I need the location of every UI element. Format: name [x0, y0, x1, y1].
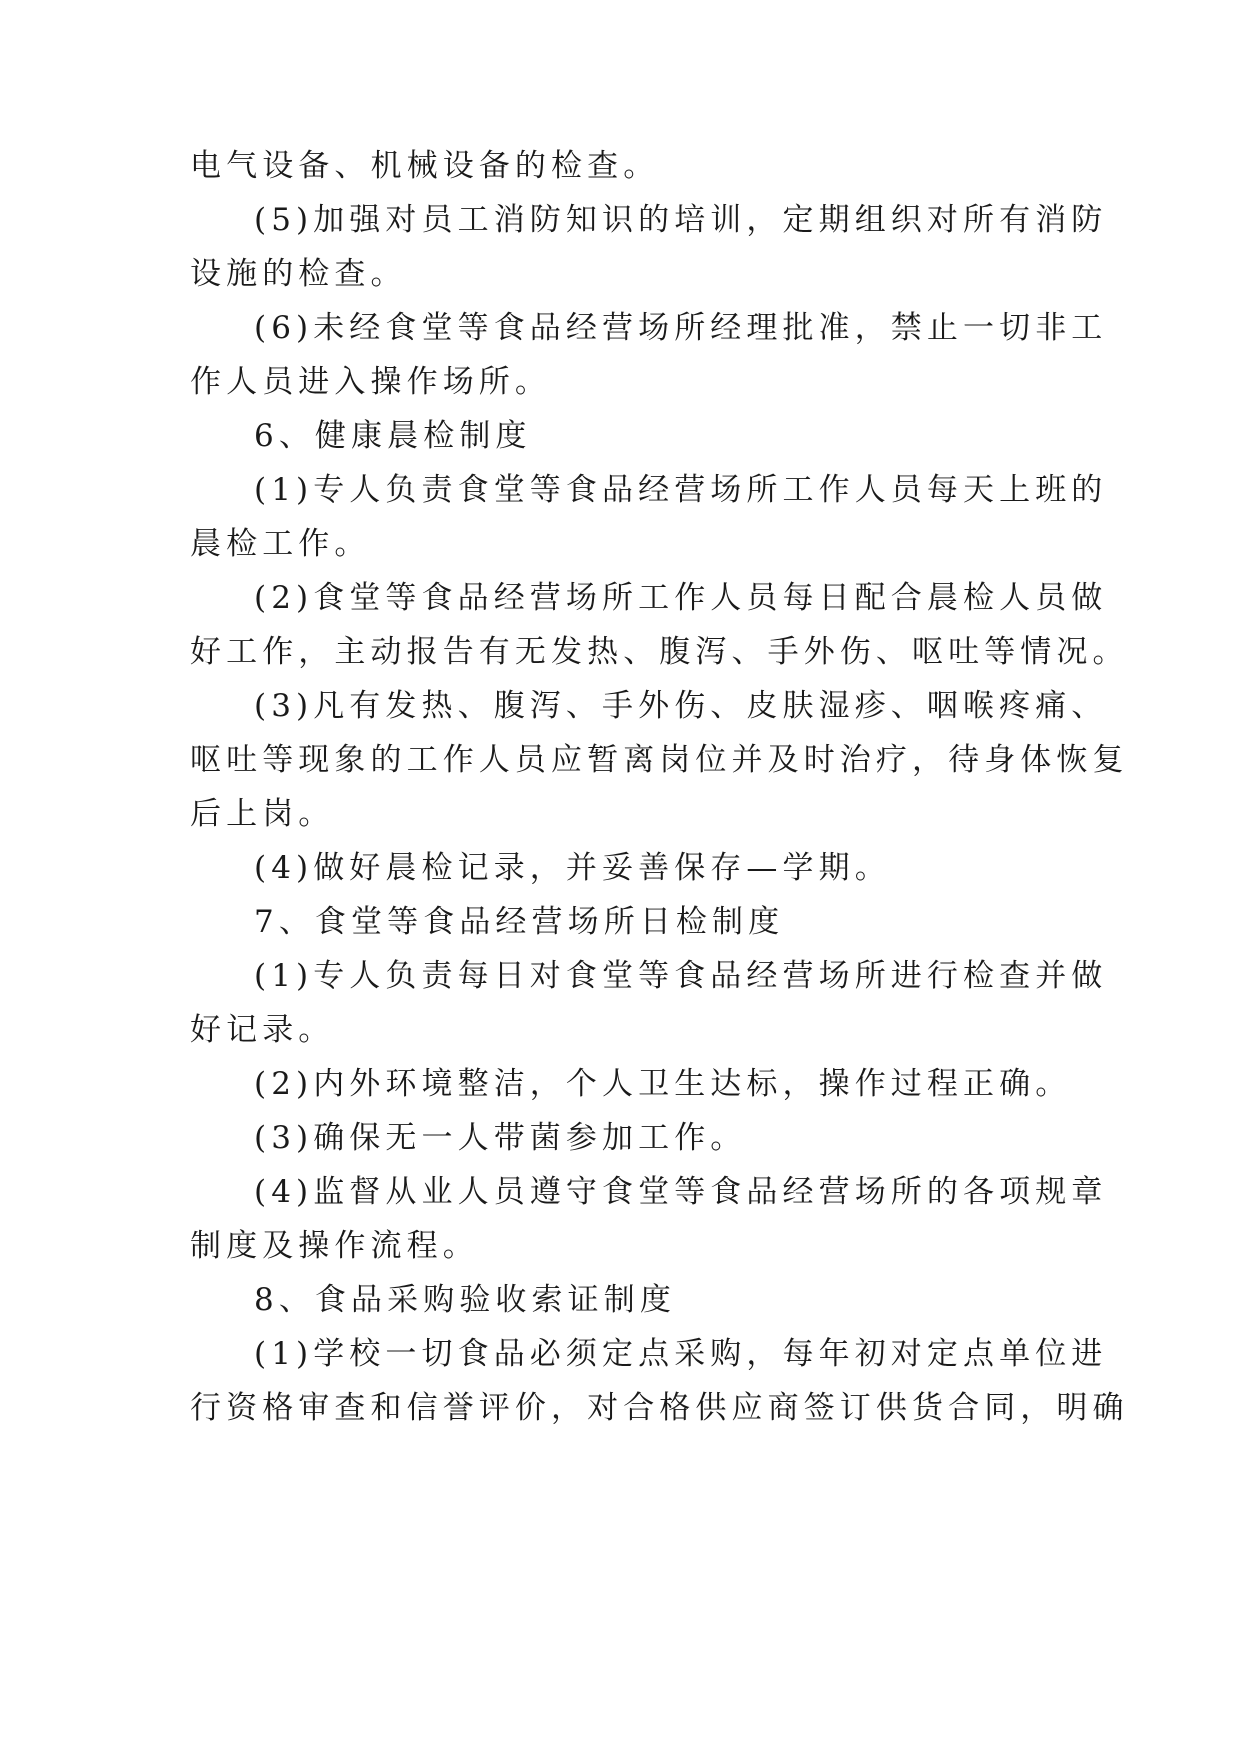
text-line: 后上岗。 — [190, 796, 335, 832]
text-line: 行资格审查和信誉评价，对合格供应商签订供货合同，明确 — [190, 1390, 1129, 1426]
text-line: 作人员进入操作场所。 — [190, 364, 551, 400]
text-line: 好记录。 — [190, 1012, 335, 1048]
text-line: (1)学校一切食品必须定点采购，每年初对定点单位进 — [254, 1336, 1108, 1372]
text-line: (4)做好晨检记录，并妥善保存—学期。 — [254, 850, 891, 886]
text-line: (3)确保无一人带菌参加工作。 — [254, 1120, 747, 1156]
section-heading: 8、食品采购验收索证制度 — [254, 1282, 676, 1318]
text-line: (1)专人负责食堂等食品经营场所工作人员每天上班的 — [254, 472, 1108, 508]
text-line: 好工作，主动报告有无发热、腹泻、手外伤、呕吐等情况。 — [190, 634, 1129, 670]
text-line: 电气设备、机械设备的检查。 — [190, 148, 660, 184]
text-line: (6)未经食堂等食品经营场所经理批准，禁止一切非工 — [254, 310, 1108, 346]
text-line: (5)加强对员工消防知识的培训，定期组织对所有消防 — [254, 202, 1108, 238]
section-heading: 6、健康晨检制度 — [254, 418, 532, 454]
text-line: 晨检工作。 — [190, 526, 371, 562]
text-line: (2)食堂等食品经营场所工作人员每日配合晨检人员做 — [254, 580, 1108, 616]
text-line: (4)监督从业人员遵守食堂等食品经营场所的各项规章 — [254, 1174, 1108, 1210]
text-line: 制度及操作流程。 — [190, 1228, 479, 1264]
text-line: (3)凡有发热、腹泻、手外伤、皮肤湿疹、咽喉疼痛、 — [254, 688, 1108, 724]
text-line: 设施的检查。 — [190, 256, 407, 292]
text-line: 呕吐等现象的工作人员应暂离岗位并及时治疗，待身体恢复 — [190, 742, 1129, 778]
section-heading: 7、食堂等食品经营场所日检制度 — [254, 904, 785, 940]
text-line: (2)内外环境整洁，个人卫生达标，操作过程正确。 — [254, 1066, 1072, 1102]
text-line: (1)专人负责每日对食堂等食品经营场所进行检查并做 — [254, 958, 1108, 994]
